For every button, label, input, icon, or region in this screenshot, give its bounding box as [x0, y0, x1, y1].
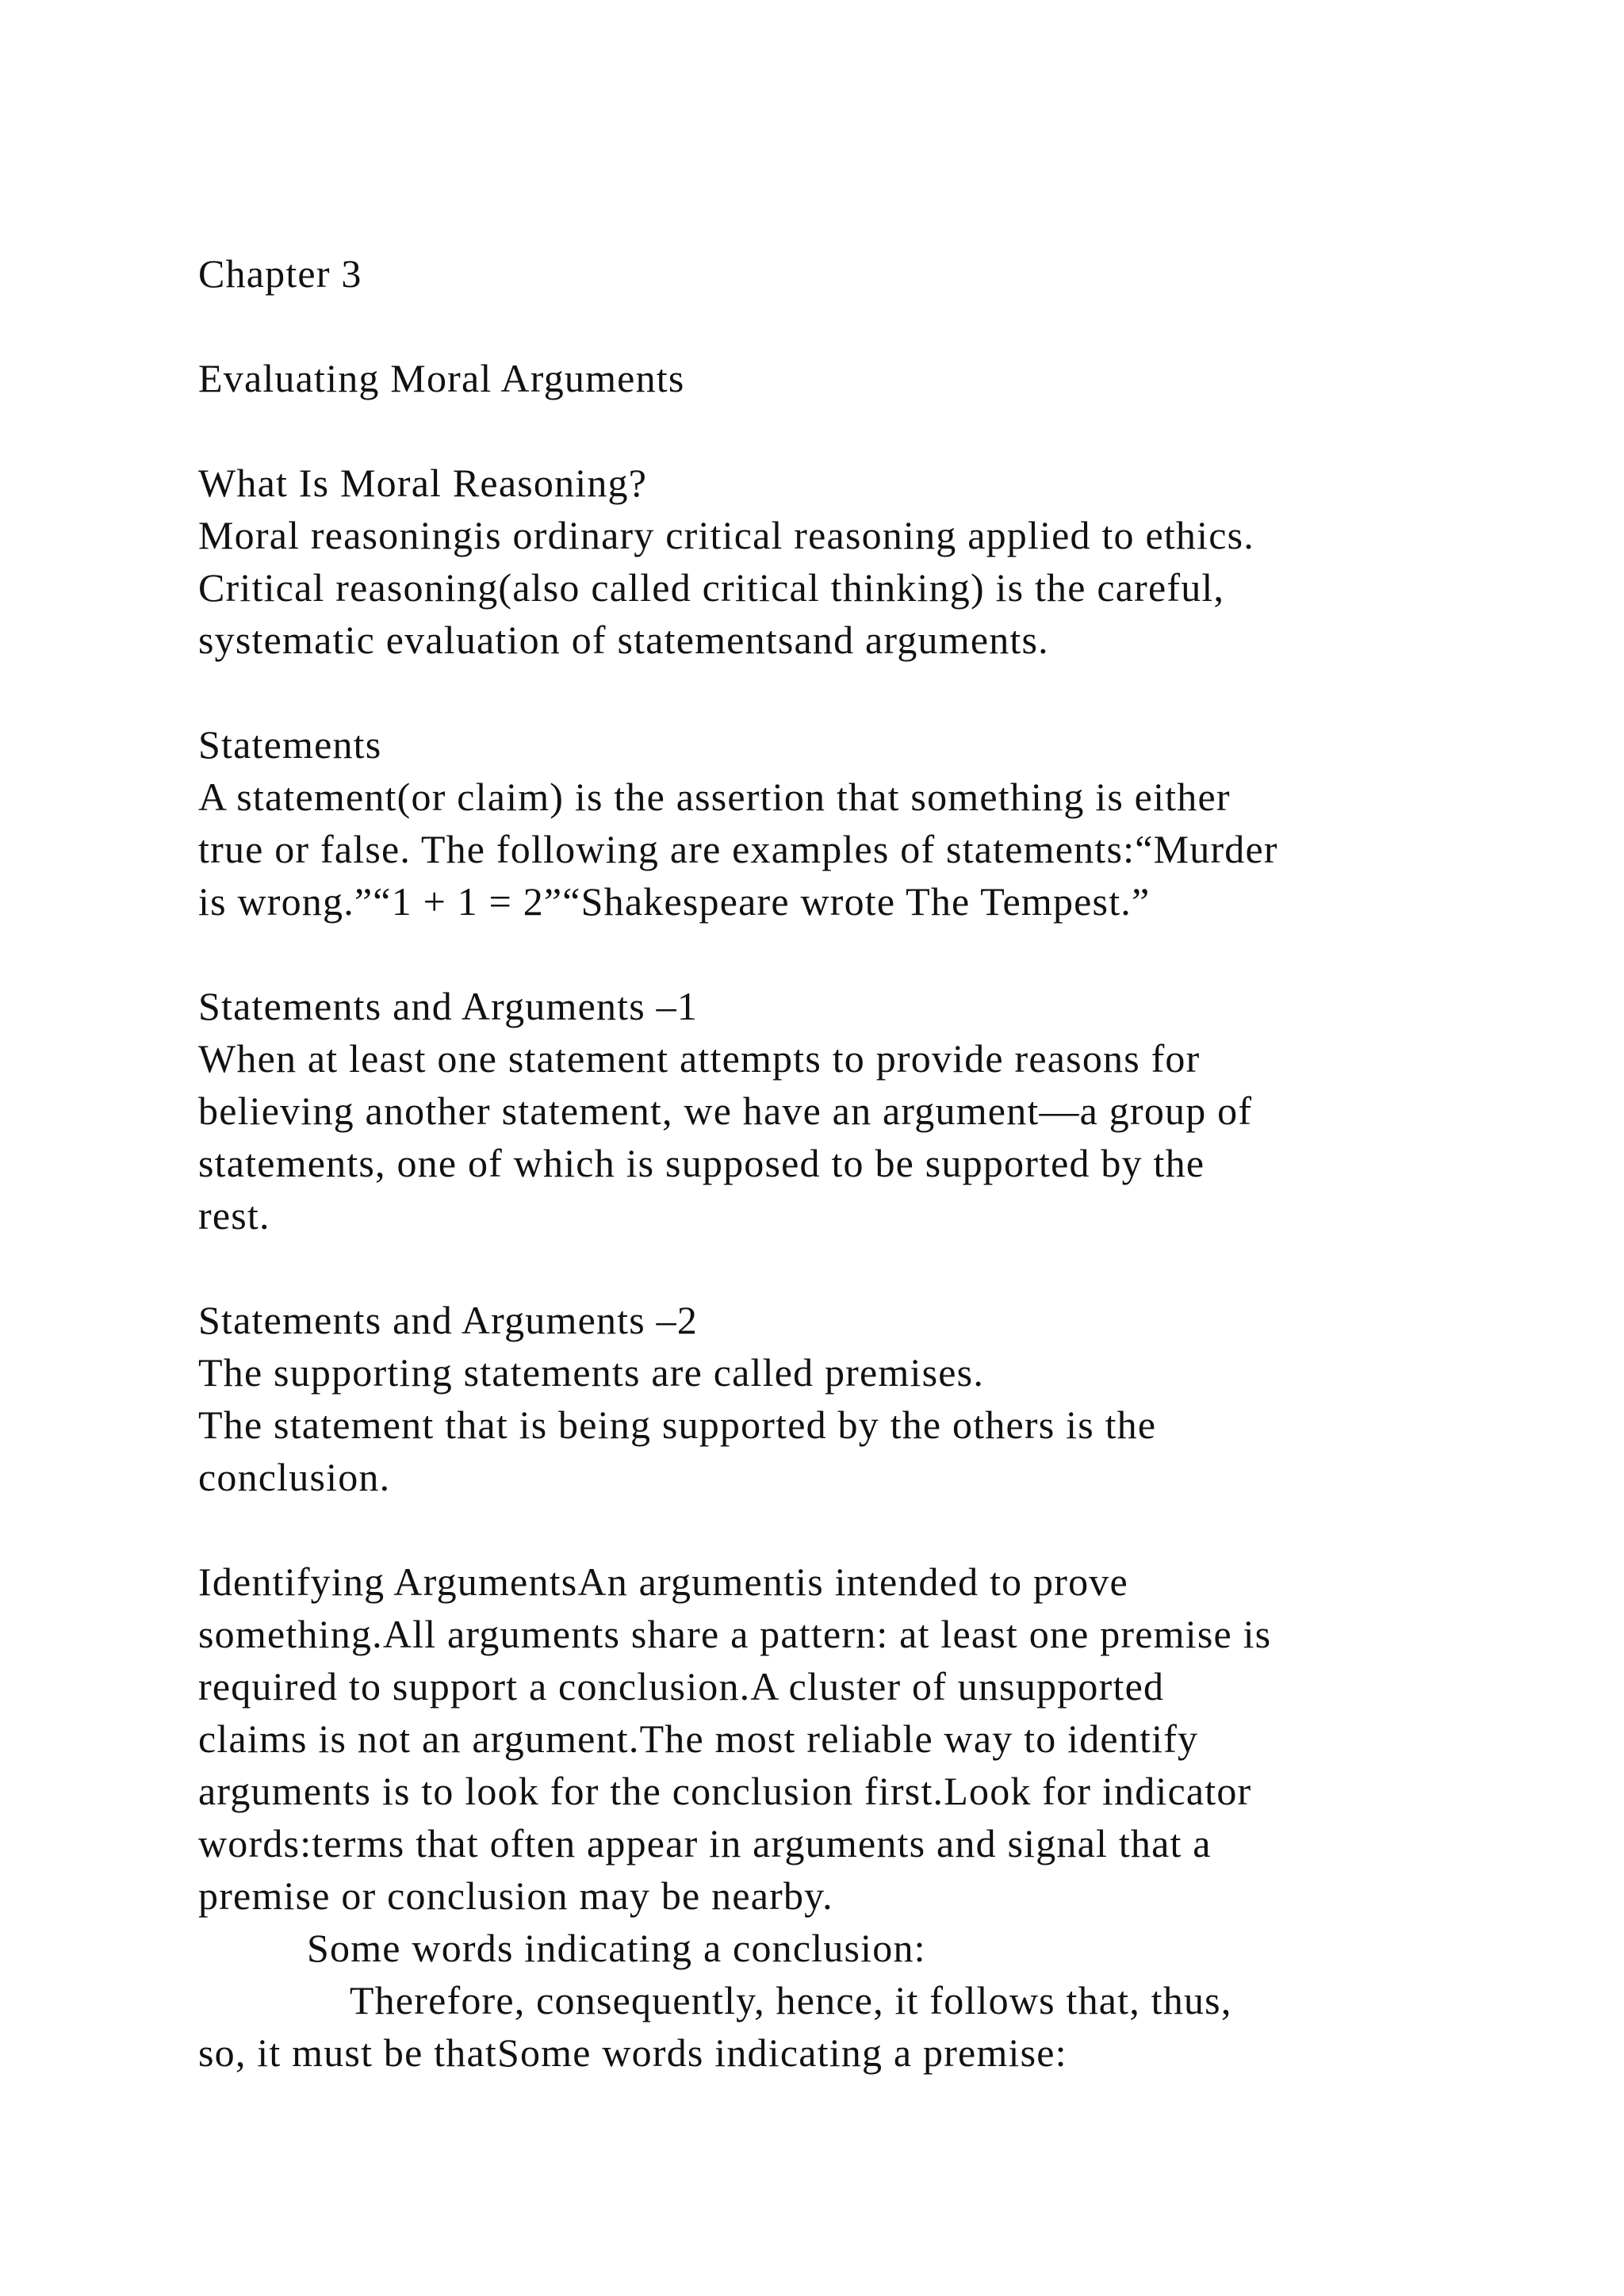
spacer: [198, 404, 1435, 457]
paragraph-line: words:terms that often appear in arguments and signal that a: [198, 1821, 1212, 1866]
page-title: Evaluating Moral Arguments: [198, 356, 685, 400]
spacer: [198, 666, 1435, 718]
chapter-label: Chapter 3: [198, 251, 362, 296]
paragraph-line: arguments is to look for the conclusion first.Look for indicator: [198, 1769, 1252, 1813]
paragraph-line: something.All arguments share a pattern: at least one premise is: [198, 1612, 1272, 1656]
indented-line: Some words indicating a conclusion:: [198, 1926, 926, 1970]
paragraph-line: The statement that is being supported by the others is the: [198, 1402, 1157, 1447]
paragraph-line: Moral reasoningis ordinary critical reasoning applied to ethics.: [198, 513, 1254, 557]
paragraph-line: The supporting statements are called premises.: [198, 1350, 985, 1395]
section-heading: Statements and Arguments –2: [198, 1298, 699, 1342]
section-heading: Statements: [198, 722, 382, 767]
paragraph-line: is wrong.”“1 + 1 = 2”“Shakespeare wrote The Tempest.”: [198, 879, 1151, 924]
paragraph-line: conclusion.: [198, 1455, 391, 1499]
paragraph-line: required to support a conclusion.A cluster of unsupported: [198, 1664, 1165, 1709]
spacer: [198, 1242, 1435, 1294]
section-heading: What Is Moral Reasoning?: [198, 461, 648, 505]
indented-line: Therefore, consequently, hence, it follows that, thus,: [198, 1978, 1232, 2022]
section-heading: Statements and Arguments –1: [198, 984, 699, 1028]
paragraph-line: so, it must be thatSome words indicating a premise:: [198, 2030, 1067, 2075]
spacer: [198, 300, 1435, 352]
paragraph-line: A statement(or claim) is the assertion that something is either: [198, 775, 1231, 819]
paragraph-line: rest.: [198, 1193, 270, 1238]
document-body: [198, 247, 1435, 2079]
section-heading: Identifying ArgumentsAn argumentis intended to prove: [198, 1559, 1128, 1604]
paragraph-line: premise or conclusion may be nearby.: [198, 1873, 833, 1918]
spacer: [198, 928, 1435, 980]
paragraph-line: statements, one of which is supposed to be supported by the: [198, 1141, 1205, 1185]
paragraph-line: systematic evaluation of statementsand arguments.: [198, 618, 1049, 662]
paragraph-line: claims is not an argument.The most reliable way to identify: [198, 1716, 1199, 1761]
paragraph-line: true or false. The following are examples of statements:“Murder: [198, 827, 1278, 871]
paragraph-line: believing another statement, we have an argument—a group of: [198, 1089, 1253, 1133]
paragraph-line: When at least one statement attempts to provide reasons for: [198, 1036, 1201, 1081]
paragraph-line: Critical reasoning(also called critical thinking) is the careful,: [198, 565, 1225, 610]
spacer: [198, 1503, 1435, 1556]
